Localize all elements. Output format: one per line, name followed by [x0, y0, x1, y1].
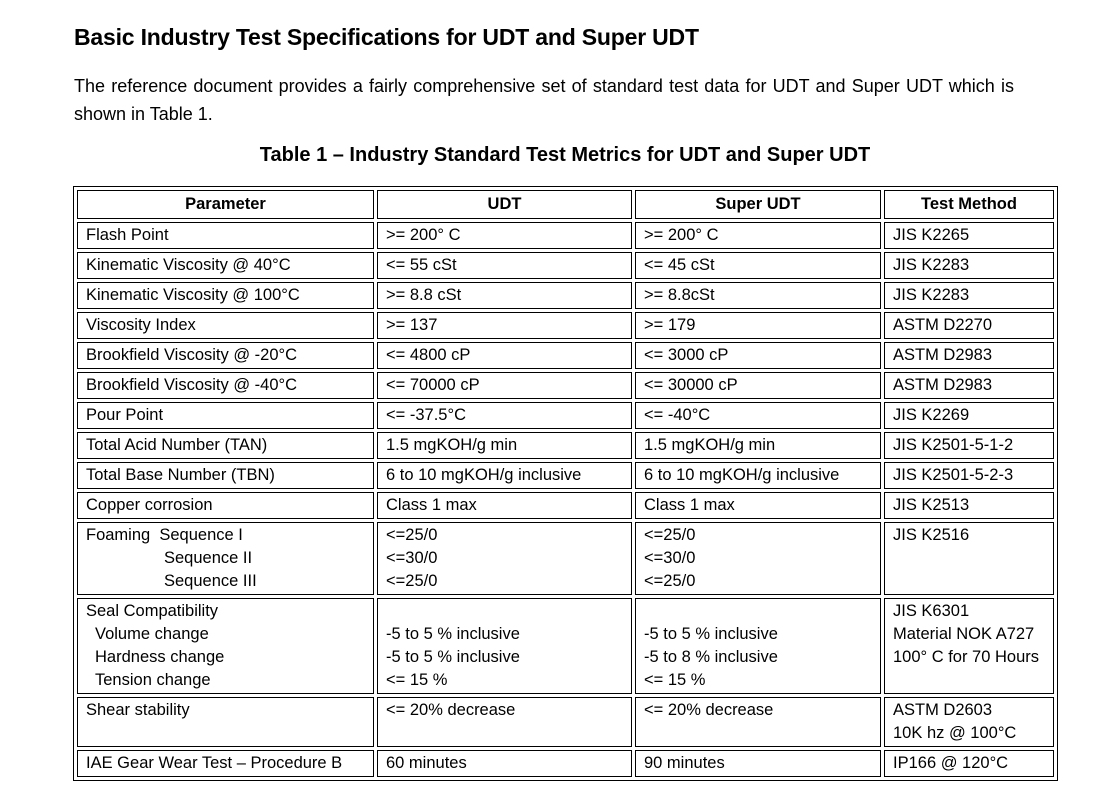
header-super-udt: Super UDT	[635, 190, 881, 219]
foaming-udt-seq3: <=25/0	[386, 572, 438, 590]
cell-parameter: Kinematic Viscosity @ 100°C	[77, 282, 374, 309]
header-parameter: Parameter	[77, 190, 374, 219]
specs-table	[73, 186, 1058, 781]
cell-super-udt: 90 minutes	[635, 750, 881, 777]
seal-udt-tension: <= 15 %	[386, 671, 448, 689]
cell-udt: >= 137	[377, 312, 632, 339]
cell-super-udt: Class 1 max	[635, 492, 881, 519]
cell-parameter: Brookfield Viscosity @ -40°C	[77, 372, 374, 399]
seal-hardness-label: Hardness change	[95, 648, 225, 666]
cell-udt: <= 20% decrease	[377, 697, 632, 747]
cell-parameter: Pour Point	[77, 402, 374, 429]
page-heading: Basic Industry Test Specifications for UDT and Super UDT	[74, 24, 699, 50]
header-udt: UDT	[377, 190, 632, 219]
foaming-super-seq3: <=25/0	[644, 572, 696, 590]
seal-label: Seal Compatibility	[86, 602, 219, 620]
cell-super-udt	[635, 598, 881, 694]
table-row	[77, 432, 1054, 459]
table-row	[77, 342, 1054, 369]
cell-test-method: ASTM D2983	[884, 372, 1054, 399]
foaming-super-seq2: <=30/0	[644, 549, 696, 567]
cell-parameter	[77, 522, 374, 595]
seal-udt-volume: -5 to 5 % inclusive	[386, 625, 520, 643]
cell-super-udt: >= 8.8cSt	[635, 282, 881, 309]
cell-super-udt: <= 3000 cP	[635, 342, 881, 369]
cell-super-udt: >= 179	[635, 312, 881, 339]
cell-udt: Class 1 max	[377, 492, 632, 519]
cell-parameter: Viscosity Index	[77, 312, 374, 339]
shear-method-standard: ASTM D2603	[893, 701, 993, 719]
header-test-method: Test Method	[884, 190, 1054, 219]
table-row	[77, 252, 1054, 279]
spacer	[386, 600, 623, 623]
seal-method-standard: JIS K6301	[893, 602, 970, 620]
cell-super-udt: >= 200° C	[635, 222, 881, 249]
table-row	[77, 492, 1054, 519]
cell-udt: <= 55 cSt	[377, 252, 632, 279]
seal-method-condition: 100° C for 70 Hours	[893, 648, 1040, 666]
table-row-shear	[77, 697, 1054, 747]
cell-udt	[377, 522, 632, 595]
cell-super-udt: 1.5 mgKOH/g min	[635, 432, 881, 459]
cell-super-udt: <= 45 cSt	[635, 252, 881, 279]
cell-test-method: ASTM D2270	[884, 312, 1054, 339]
table-row	[77, 222, 1054, 249]
cell-udt: 1.5 mgKOH/g min	[377, 432, 632, 459]
cell-parameter	[77, 598, 374, 694]
table-row	[77, 312, 1054, 339]
table-row	[77, 402, 1054, 429]
table-row	[77, 282, 1054, 309]
cell-test-method: JIS K2283	[884, 282, 1054, 309]
table-row-seal	[77, 598, 1054, 694]
foaming-seq2-label: Sequence II	[164, 549, 253, 567]
seal-udt-hardness: -5 to 5 % inclusive	[386, 648, 520, 666]
seal-method-material: Material NOK A727	[893, 625, 1035, 643]
cell-udt: >= 8.8 cSt	[377, 282, 632, 309]
spacer	[644, 600, 872, 623]
seal-volume-label: Volume change	[95, 625, 209, 643]
table-row-gear	[77, 750, 1054, 777]
foaming-seq3-label: Sequence III	[164, 572, 257, 590]
cell-parameter: IAE Gear Wear Test – Procedure B	[77, 750, 374, 777]
seal-super-hardness: -5 to 8 % inclusive	[644, 648, 778, 666]
shear-method-condition: 10K hz @ 100°C	[893, 724, 1017, 742]
cell-parameter: Copper corrosion	[77, 492, 374, 519]
cell-udt: <= -37.5°C	[377, 402, 632, 429]
cell-test-method: JIS K2269	[884, 402, 1054, 429]
foaming-seq1-label: Sequence I	[159, 526, 243, 544]
cell-test-method: JIS K2513	[884, 492, 1054, 519]
cell-udt: 6 to 10 mgKOH/g inclusive	[377, 462, 632, 489]
table-row	[77, 372, 1054, 399]
cell-test-method: JIS K2265	[884, 222, 1054, 249]
cell-test-method: JIS K2501-5-1-2	[884, 432, 1054, 459]
cell-udt: 60 minutes	[377, 750, 632, 777]
cell-test-method	[884, 697, 1054, 747]
cell-super-udt	[635, 522, 881, 595]
cell-udt	[377, 598, 632, 694]
table-row-foaming	[77, 522, 1054, 595]
cell-test-method	[884, 598, 1054, 694]
specs-table-container	[73, 186, 1056, 781]
table-header-row	[77, 190, 1054, 219]
cell-test-method: JIS K2283	[884, 252, 1054, 279]
cell-test-method: JIS K2501-5-2-3	[884, 462, 1054, 489]
cell-parameter: Total Acid Number (TAN)	[77, 432, 374, 459]
cell-super-udt: 6 to 10 mgKOH/g inclusive	[635, 462, 881, 489]
cell-parameter: Flash Point	[77, 222, 374, 249]
cell-super-udt: <= 20% decrease	[635, 697, 881, 747]
cell-udt: <= 4800 cP	[377, 342, 632, 369]
cell-super-udt: <= 30000 cP	[635, 372, 881, 399]
cell-test-method: IP166 @ 120°C	[884, 750, 1054, 777]
foaming-line-1	[86, 524, 365, 547]
table-row	[77, 462, 1054, 489]
cell-test-method: JIS K2516	[884, 522, 1054, 595]
seal-super-tension: <= 15 %	[644, 671, 706, 689]
cell-parameter: Total Base Number (TBN)	[77, 462, 374, 489]
seal-super-volume: -5 to 5 % inclusive	[644, 625, 778, 643]
foaming-super-seq1: <=25/0	[644, 526, 696, 544]
cell-test-method: ASTM D2983	[884, 342, 1054, 369]
intro-paragraph: The reference document provides a fairly comprehensive set of standard test data for UDT and Super UDT which is shown in Table 1.	[74, 76, 1014, 124]
foaming-udt-seq1: <=25/0	[386, 526, 438, 544]
foaming-label: Foaming	[86, 526, 151, 544]
cell-parameter: Shear stability	[77, 697, 374, 747]
seal-tension-label: Tension change	[95, 671, 211, 689]
foaming-udt-seq2: <=30/0	[386, 549, 438, 567]
cell-udt: <= 70000 cP	[377, 372, 632, 399]
cell-udt: >= 200° C	[377, 222, 632, 249]
cell-parameter: Kinematic Viscosity @ 40°C	[77, 252, 374, 279]
cell-parameter: Brookfield Viscosity @ -20°C	[77, 342, 374, 369]
table-caption: Table 1 – Industry Standard Test Metrics for UDT and Super UDT	[259, 144, 871, 166]
cell-super-udt: <= -40°C	[635, 402, 881, 429]
